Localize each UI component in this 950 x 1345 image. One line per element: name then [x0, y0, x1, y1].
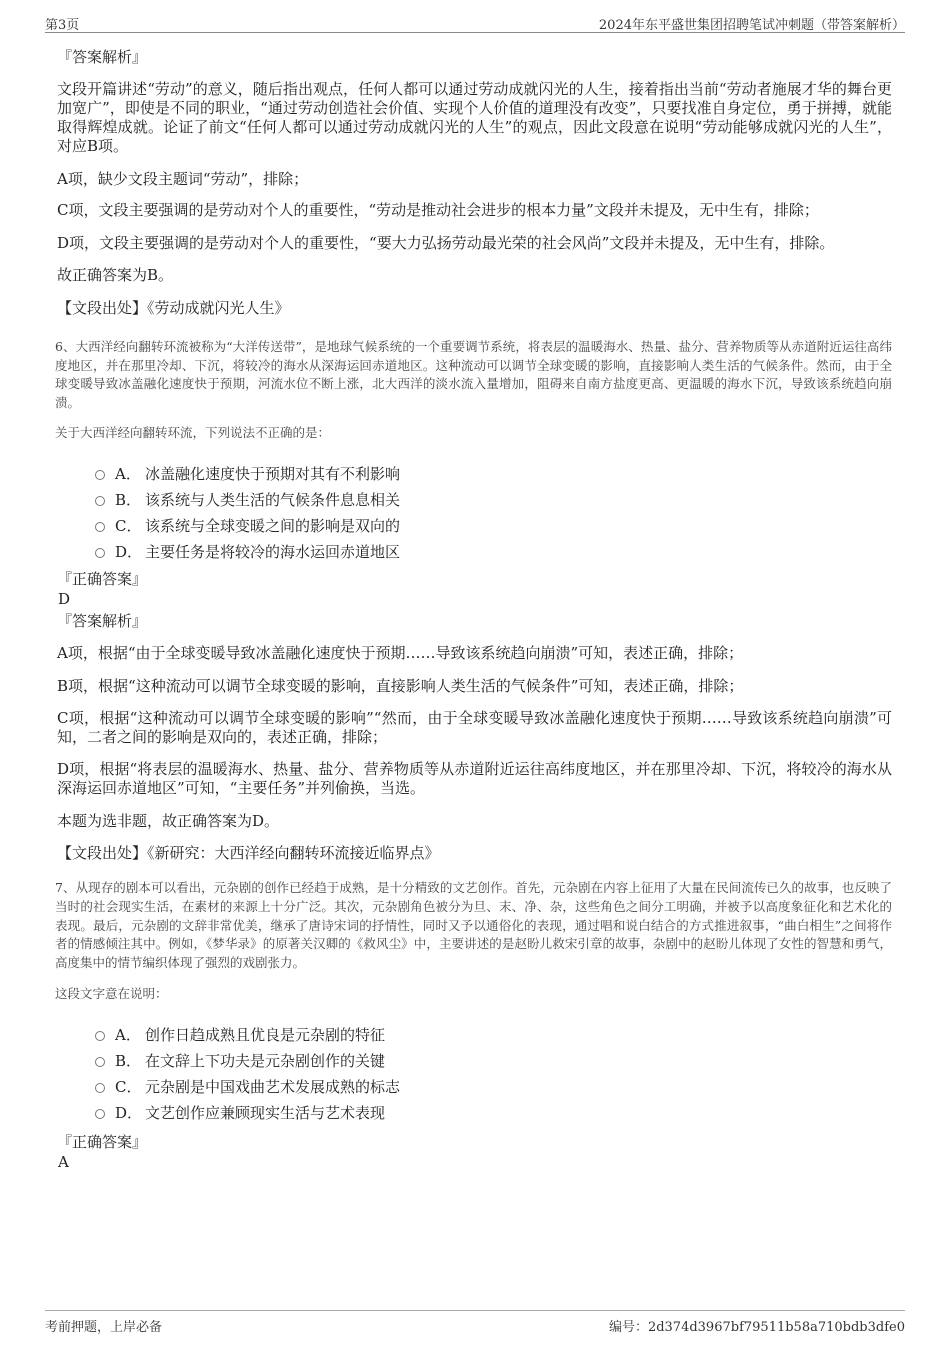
correct-answer-label: 『正确答案』 [57, 570, 148, 589]
option-a[interactable] [95, 1021, 892, 1047]
option-letter: A． [115, 1025, 141, 1044]
analysis-paragraph: 文段开篇讲述“劳动”的意义，随后指出观点，任何人都可以通过劳动成就闪光的人生，接着指出当前“劳动者施展才华的舞台更加宽广”，即使是不同的职业，“通过劳动创造社会价值、实现个人价值的道理没有改变”，只要找准自身定位，勇于拼搏，就能取得辉煌成就。论证了前文“任何人都可以通过劳动成就闪光的人生”的观点，因此文段意在说明“劳动能够成就闪光的人生”，对应B项。 [57, 80, 892, 155]
option-letter: D． [115, 542, 143, 561]
option-text: 文艺创作应兼顾现实生活与艺术表现 [145, 1103, 386, 1122]
option-b[interactable] [95, 1047, 892, 1073]
option-c[interactable] [95, 1073, 892, 1099]
radio-icon[interactable] [95, 470, 105, 480]
analysis-label: 『答案解析』 [57, 612, 148, 631]
document-id: 编号：2d374d3967bf79511b58a710bdb3dfe0 [608, 1320, 905, 1335]
document-title: 2024年东平盛世集团招聘笔试冲刺题（带答案解析） [598, 18, 905, 33]
analysis-item-d: D项，根据“将表层的温暖海水、热量、盐分、营养物质等从赤道附近运往高纬度地区，并在那里冷却、下沉，将较冷的海水从深海运回赤道地区”可知，“主要任务”并列偷换，当选。 [57, 760, 892, 798]
analysis-item-c: C项，根据“这种流动可以调节全球变暖的影响”“然而，由于全球变暖导致冰盖融化速度快于预期……导致该系统趋向崩溃”可知，二者之间的影响是双向的，表述正确，排除； [57, 709, 892, 747]
page-footer [45, 1310, 905, 1335]
analysis-conclusion: 故正确答案为B。 [57, 266, 174, 284]
radio-icon[interactable] [95, 548, 105, 558]
option-letter: C． [115, 1077, 142, 1096]
correct-answer-label: 『正确答案』 [57, 1133, 148, 1152]
option-text: 主要任务是将较冷的海水运回赤道地区 [145, 542, 401, 561]
option-d[interactable] [95, 1099, 892, 1125]
option-text: 在文辞上下功夫是元杂剧创作的关键 [145, 1051, 386, 1070]
analysis-conclusion: 本题为选非题，故正确答案为D。 [57, 812, 280, 831]
option-text: 冰盖融化速度快于预期对其有不利影响 [145, 464, 401, 483]
option-text: 创作日趋成熟且优良是元杂剧的特征 [145, 1025, 386, 1044]
option-c[interactable] [95, 512, 892, 538]
page-number: 第3页 [45, 18, 80, 33]
option-letter: A． [115, 464, 141, 483]
question-6-text: 6、大西洋经向翻转环流被称为“大洋传送带”，是地球气候系统的一个重要调节系统，将表层的温暖海水、热量、盐分、营养物质等从赤道附近运往高纬度地区，并在那里冷却、下沉，将较冷的海水从深海运回赤道地区。这种流动可以调节全球变暖的影响，直接影响人类生活的气候条件。然而，由于全球变暖导致冰盖融化速度快于预期，河流水位不断上涨，北大西洋的淡水流入量增加，阻碍来自南方盐度更高、更温暖的海水下沉，导致该系统趋向崩溃。 [55, 339, 892, 410]
option-text: 该系统与人类生活的气候条件息息相关 [145, 490, 401, 509]
option-letter: B． [115, 1051, 142, 1070]
radio-icon[interactable] [95, 496, 105, 506]
analysis-item-a: A项，根据“由于全球变暖导致冰盖融化速度快于预期……导致该系统趋向崩溃”可知，表述正确，排除； [57, 644, 744, 663]
question-7-prompt: 这段文字意在说明： [55, 986, 168, 1002]
radio-icon[interactable] [95, 1083, 105, 1093]
page-header [45, 12, 905, 33]
analysis-label: 『答案解析』 [57, 48, 148, 66]
analysis-item-a: A项，缺少文段主题词“劳动”，排除； [57, 170, 309, 188]
analysis-item-d: D项，文段主要强调的是劳动对个人的重要性，“要大力弘扬劳动最光荣的社会风尚”文段并未提及，无中生有，排除。 [57, 234, 835, 252]
analysis-item-b: B项，根据“这种流动可以调节全球变暖的影响，直接影响人类生活的气候条件”可知，表述正确，排除； [57, 677, 744, 696]
option-letter: B． [115, 490, 142, 509]
option-letter: D． [115, 1103, 143, 1122]
option-text: 元杂剧是中国戏曲艺术发展成熟的标志 [145, 1077, 401, 1096]
radio-icon[interactable] [95, 1109, 105, 1119]
passage-source: 【文段出处】《新研究：大西洋经向翻转环流接近临界点》 [57, 844, 440, 863]
option-letter: C． [115, 516, 142, 535]
question-6-options [95, 460, 892, 564]
question-7-options [95, 1021, 892, 1125]
radio-icon[interactable] [95, 1057, 105, 1067]
option-a[interactable] [95, 460, 892, 486]
page-content [57, 40, 892, 1171]
analysis-item-c: C项，文段主要强调的是劳动对个人的重要性，“劳动是推动社会进步的根本力量”文段并未提及，无中生有，排除； [57, 201, 819, 219]
footer-slogan: 考前押题，上岸必备 [45, 1320, 163, 1335]
question-6-prompt: 关于大西洋经向翻转环流，下列说法不正确的是： [55, 425, 331, 441]
option-d[interactable] [95, 538, 892, 564]
correct-answer: D [58, 590, 71, 609]
radio-icon[interactable] [95, 1031, 105, 1041]
option-b[interactable] [95, 486, 892, 512]
correct-answer: A [58, 1153, 69, 1172]
question-7-text: 7、从现存的剧本可以看出，元杂剧的创作已经趋于成熟，是十分精致的文艺创作。首先，元杂剧在内容上征用了大量在民间流传已久的故事，也反映了当时的社会现实生活，在素材的来源上十分广泛。其次，元杂剧角色被分为旦、末、净、杂，这些角色之间分工明确，并被予以高度象征化和艺术化的表现。最后，元杂剧的文辞非常优美，继承了唐诗宋词的抒情性，同时又予以通俗化的表现，通过唱和说白结合的方式推进叙事，“曲白相生”之间将作者的情感倾注其中。例如，《梦华录》的原著关汉卿的《救风尘》中，主要讲述的是赵盼儿救宋引章的故事，杂剧中的赵盼儿体现了女性的智慧和勇气，高度集中的情节编织体现了强烈的戏剧张力。 [55, 880, 892, 970]
option-text: 该系统与全球变暖之间的影响是双向的 [145, 516, 401, 535]
passage-source: 【文段出处】《劳动成就闪光人生》 [57, 299, 290, 317]
radio-icon[interactable] [95, 522, 105, 532]
